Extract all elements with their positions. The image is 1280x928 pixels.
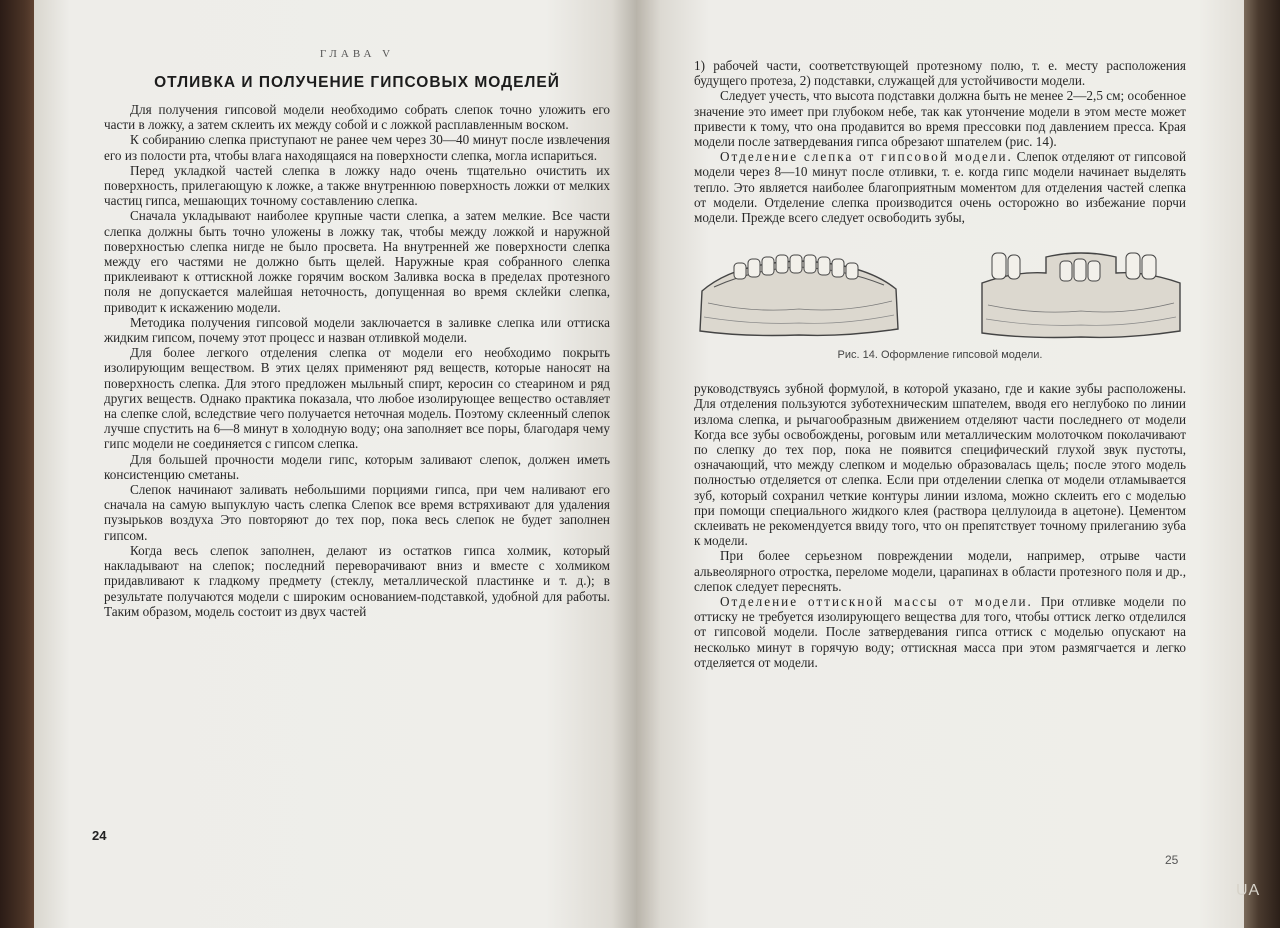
paragraph: Когда весь слепок заполнен, делают из остатков гипса холмик, который накладывают на слепок; последний переворачивают вниз и вместе с холмиком придавливают к гладкому предмету (стеклу, металлической пластинке и т. д.); в результате получаются модели с широким основанием-подставкой, удобной для работы. Таким образом, модель состоит из двух частей <box>104 542 610 619</box>
paragraph: Для большей прочности модели гипс, которым заливают слепок, должен иметь консистенцию сметаны. <box>104 451 610 482</box>
paragraph: Следует учесть, что высота подставки должна быть не менее 2—2,5 см; особенное значение это имеет при глубоком небе, так как утончение модели в этом месте может привести к тому, что она продавится во время прессовки под давлением пресса. Края модели после затвердевания гипса обрезают шпателем (рис. 14). <box>694 88 1186 150</box>
right-page <box>636 0 1248 928</box>
section-text: Слепок отделяют от гипсовой модели через 8—10 минут после отливки, т. е. когда гипс модели начинает выделять тепло. Это является наиболее благоприятным моментом для отделения частей слепка от модели. Отделение слепка производится очень осторожно во избежание порчи модели. Прежде всего следует освободить зубы, <box>694 149 1186 226</box>
paragraph: Сначала укладывают наиболее крупные части слепка, а затем мелкие. Все части слепка должны быть точно уложены в ложку так, чтобы между ложкой и наружной поверхностью слепка нигде не было просвета. На внутренней же поверхности слепка между его частями не должно быть щелей. Наружные края собранного слепка приклеивают к оттискной ложке горячим воском Заливка воска в пределах протезного поля не допускается малейшая неточность, допущенная во время склейки слепка, приводит к искажению модели. <box>104 208 610 315</box>
paragraph: Перед укладкой частей слепка в ложку надо очень тщательно очистить их поверхность, прилегающую к ложке, а также внутреннюю поверхность ложки от мелких частиц гипса, мешающих точному составлению слепка. <box>104 162 610 209</box>
paragraph: Для получения гипсовой модели необходимо собрать слепок точно уложить его части в ложку, а затем склеить их между собой и с ложкой расплавленным воском. <box>104 102 610 133</box>
right-page-body-top <box>694 58 1186 225</box>
figure-caption: Рис. 14. Оформление гипсовой модели. <box>837 349 1043 362</box>
section-paragraph <box>694 594 1186 670</box>
right-page-body-bottom <box>694 381 1186 670</box>
section-heading: Отделение слепка от гипсовой модели. <box>720 149 1013 165</box>
section-paragraph <box>694 149 1186 225</box>
paragraph: К собиранию слепка приступают не ранее чем через 30—40 минут после извлечения его из полости рта, чтобы влага находящаяся на поверхности слепка, могла испариться. <box>104 132 610 163</box>
section-heading: Отделение оттискной массы от модели. <box>720 594 1033 610</box>
section-text: При отливке модели по оттиску не требуется изолирующего вещества для того, чтобы оттиск легко отделился от гипсовой модели. После затвердевания гипса оттиск с моделью опускают на несколько минут в горячую воду; оттискная масса при этом размягчается и легко отделяется от модели. <box>694 594 1186 670</box>
paragraph: руководствуясь зубной формулой, в которой указано, где и какие зубы расположены. Для отделения пользуются зуботехническим шпателем, вводя его неглубоко по линии излома слепка, и рычагообразным движением отделяют части последнего от модели Когда все зубы освобождены, роговым или металлическим молоточком поколачивают по слепку до тех пор, пока не появится специфический глухой звук пустоты, означающий, что между слепком и моделью образовалась щель; после этого модель полностью отделяется от слепка. Если при отделении слепка от модели отламывается зуб, который сохранил четкие контуры линии излома, можно склеить его с моделью при помощи специального жидкого клея (раствора целлулоида в ацетоне). Цементом склеивать не рекомендуется ввиду того, что он препятствует точному прилеганию зуба к модели. <box>694 381 1186 549</box>
page-number-left: 24 <box>92 828 107 843</box>
chapter-heading: ГЛАВА V <box>319 48 395 60</box>
dental-model-illustration-left <box>694 243 904 343</box>
paragraph: Слепок начинают заливать небольшими порциями гипса, при чем наливают его сначала на самую выпуклую часть слепка Слепок все время встряхивают для удаления пузырьков воздуха Это повторяют до тех пор, пока весь слепок не будет заполнен гипсом. <box>104 482 610 543</box>
left-page-body <box>104 102 610 619</box>
paragraph: При более серьезном повреждении модели, например, отрыве части альвеолярного отростка, переломе модели, царапинах в области протезного поля и др., слепок следует переснять. <box>694 548 1186 594</box>
page-title: ОТЛИВКА И ПОЛУЧЕНИЕ ГИПСОВЫХ МОДЕЛЕЙ <box>154 74 560 91</box>
figure-14 <box>694 243 1186 343</box>
left-page <box>34 0 636 928</box>
paragraph: Методика получения гипсовой модели заключается в заливке слепка или оттиска жидким гипсом, почему этот процесс и назван отливкой модели. <box>104 314 610 346</box>
page-number-right: 25 <box>1165 853 1179 867</box>
paragraph: Для более легкого отделения слепка от модели его необходимо покрыть изолирующим веществом. В этих целях применяют ряд веществ, которые наносят на поверхность слепка. Для этого предложен мыльный спирт, керосин со стеарином и ряд других веществ. Однако практика показала, что любое изолирующее вещество оставляет на слепке слой, вследствие чего получается неточная модель. Поэтому склеенный слепок лучше спустить на 6—8 минут в холодную воду; она заполняет все поры, благодаря чему гипс модели не соединяется с гипсом слепка. <box>104 345 610 452</box>
paragraph: 1) рабочей части, соответствующей протезному полю, т. е. месту расположения будущего протеза, 2) подставки, служащей для устойчивости модели. <box>694 58 1186 89</box>
watermark: UA <box>1236 882 1261 899</box>
dental-model-illustration-right <box>976 243 1186 343</box>
book-cover-right <box>1244 0 1280 928</box>
